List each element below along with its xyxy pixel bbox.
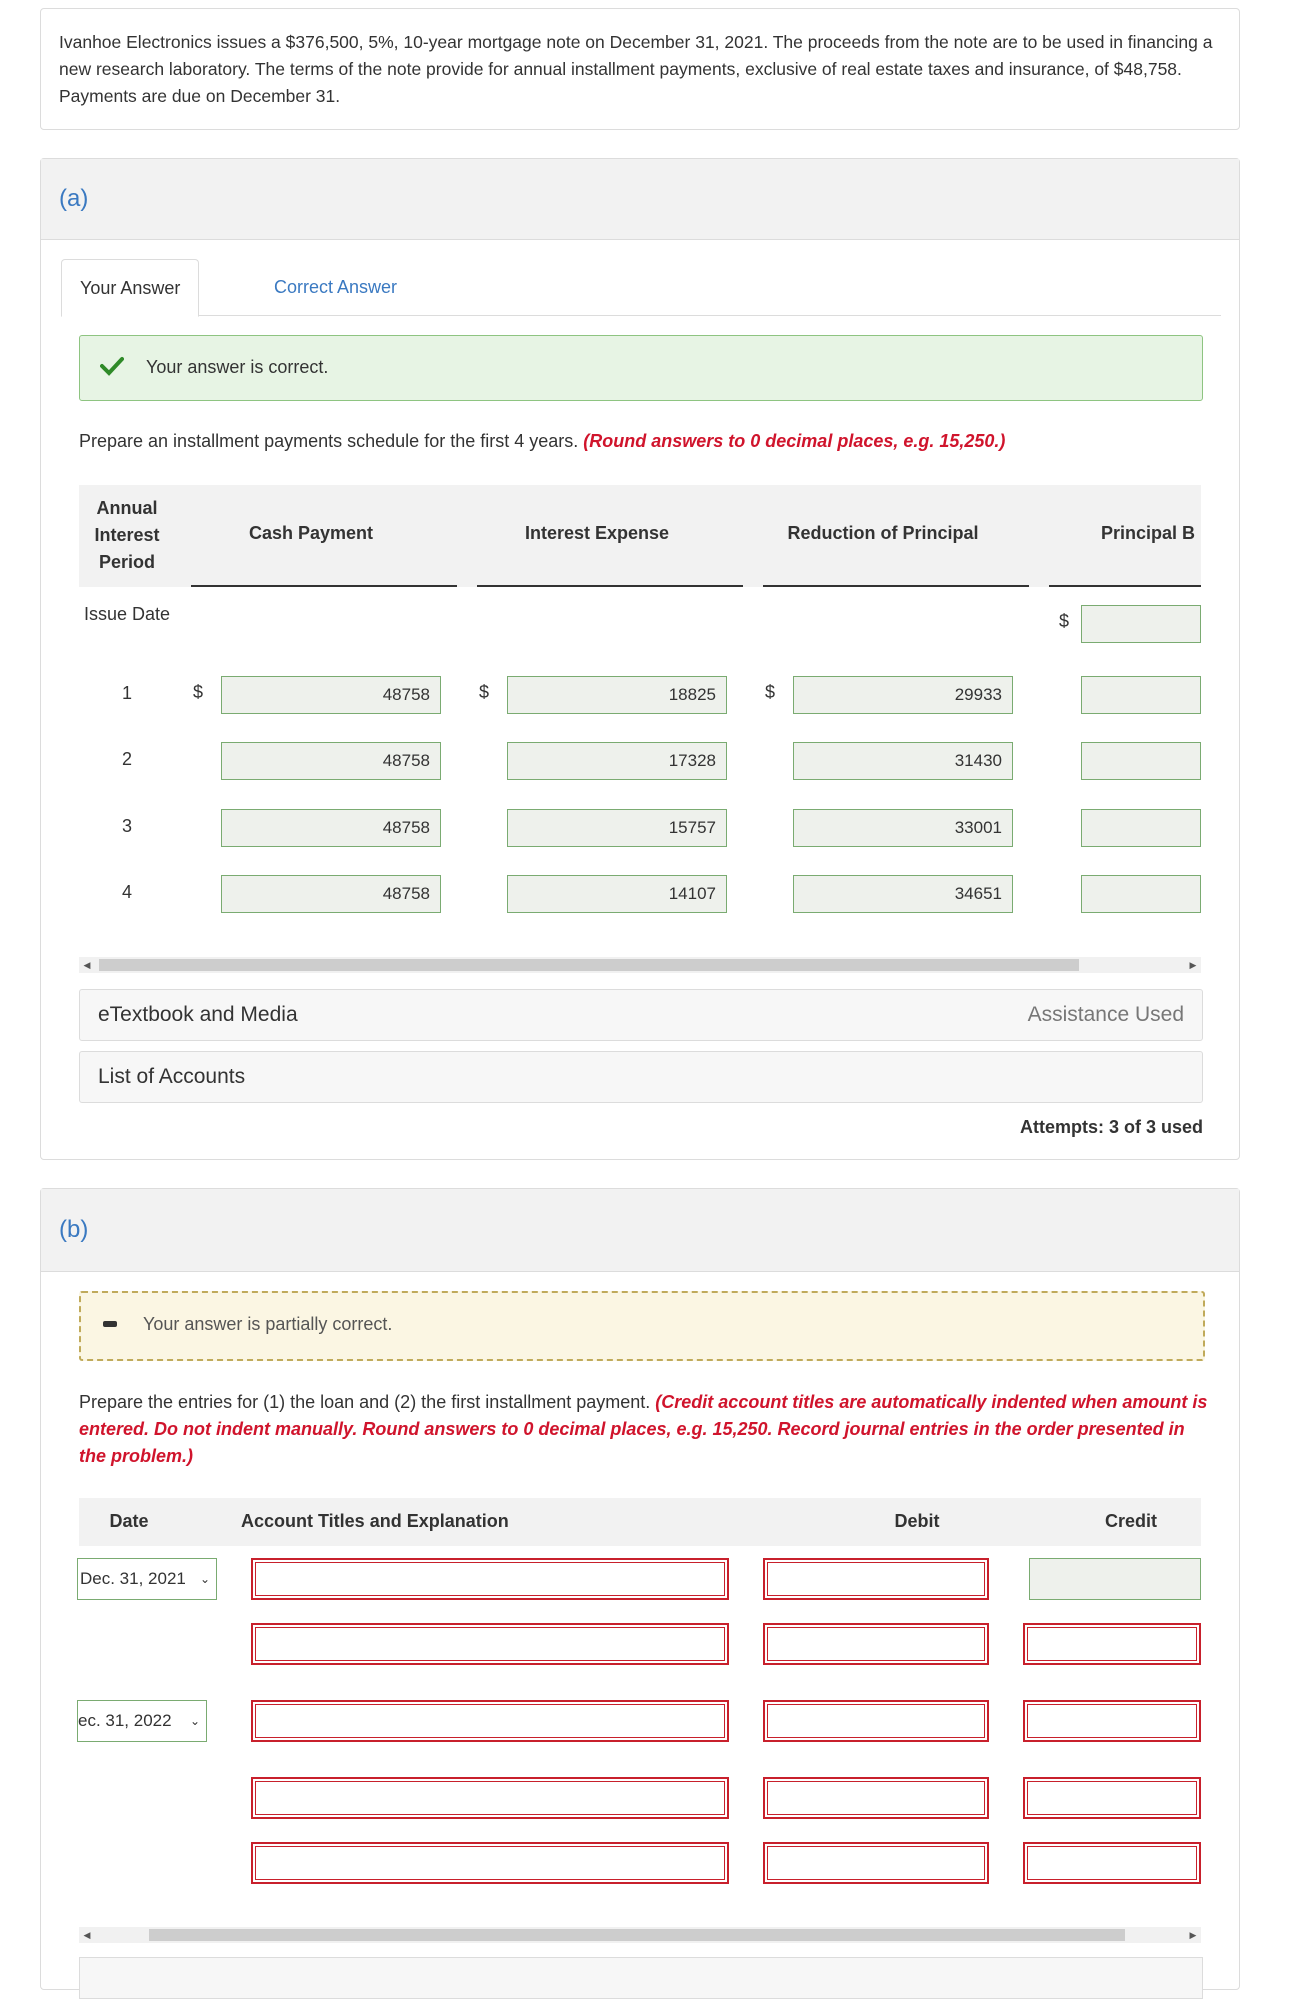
underline xyxy=(1049,585,1201,587)
underline xyxy=(477,585,743,587)
principal-balance-input[interactable] xyxy=(1081,809,1201,847)
account-title-input[interactable] xyxy=(251,1558,729,1600)
journal-scrollbar[interactable] xyxy=(79,1927,1201,1943)
instruction-note: (Round answers to 0 decimal places, e.g. 15,250.) xyxy=(583,431,1006,451)
dollar-sign: $ xyxy=(193,682,204,702)
principal-balance-input[interactable] xyxy=(1081,742,1201,780)
tab-your-answer[interactable]: Your Answer xyxy=(61,259,199,317)
date-select[interactable] xyxy=(77,1700,207,1742)
col-reduction-principal: Reduction of Principal xyxy=(787,523,979,543)
chevron-down-icon: ⌄ xyxy=(199,1572,210,1586)
schedule-scrollbar[interactable] xyxy=(79,957,1201,973)
check-icon xyxy=(100,356,124,376)
underline xyxy=(763,585,1029,587)
date-select-value: ec. 31, 2022 xyxy=(78,1711,172,1730)
part-b-header xyxy=(41,1189,1239,1272)
col-account-titles: Account Titles and Explanation xyxy=(241,1511,509,1531)
col-interest-expense: Interest Expense xyxy=(524,523,670,543)
scroll-right-icon[interactable]: ▶ xyxy=(1189,1930,1197,1940)
underline xyxy=(191,585,457,587)
principal-balance-input[interactable] xyxy=(1081,875,1201,913)
part-b-label: (b) xyxy=(59,1216,89,1243)
answer-tabs xyxy=(61,259,1221,316)
part-a-header xyxy=(41,159,1239,240)
credit-input[interactable] xyxy=(1023,1623,1201,1665)
col-period: Annual Interest Period xyxy=(94,498,160,572)
instruction-text: Prepare the entries for (1) the loan and (2) the first installment payment. xyxy=(79,1392,651,1412)
partial-status-text: Your answer is partially correct. xyxy=(143,1314,393,1334)
cash-payment-input[interactable]: 48758 xyxy=(221,809,441,847)
instruction-text: Prepare an installment payments schedule for the first 4 years. xyxy=(79,431,579,451)
etextbook-bar[interactable] xyxy=(79,989,1203,1041)
row-label-period: 3 xyxy=(121,816,132,836)
etextbook-label[interactable]: eTextbook and Media xyxy=(98,1003,298,1026)
scroll-left-icon[interactable]: ◀ xyxy=(83,1930,91,1940)
list-of-accounts-label[interactable]: List of Accounts xyxy=(98,1065,246,1088)
credit-input[interactable] xyxy=(1023,1700,1201,1742)
interest-expense-input[interactable]: 15757 xyxy=(507,809,727,847)
credit-input[interactable] xyxy=(1023,1777,1201,1819)
col-principal-balance: Principal B xyxy=(1101,523,1196,543)
cash-payment-input[interactable]: 48758 xyxy=(221,875,441,913)
debit-input[interactable] xyxy=(763,1558,989,1600)
date-select-value: Dec. 31, 2021 xyxy=(80,1569,186,1588)
part-a-card xyxy=(40,158,1240,1160)
part-b-card xyxy=(40,1188,1240,1990)
part-a-label: (a) xyxy=(59,185,89,212)
account-title-input[interactable] xyxy=(251,1700,729,1742)
journal-footer-bar xyxy=(79,1957,1203,1999)
cash-payment-input[interactable]: 48758 xyxy=(221,676,441,714)
row-label-period: 4 xyxy=(121,882,132,902)
tab-correct-answer[interactable]: Correct Answer xyxy=(274,277,398,297)
col-credit: Credit xyxy=(1104,1511,1157,1531)
reduction-principal-input[interactable]: 34651 xyxy=(793,875,1013,913)
partial-icon xyxy=(103,1321,117,1327)
col-cash-payment: Cash Payment xyxy=(248,523,374,543)
reduction-principal-input[interactable]: 29933 xyxy=(793,676,1013,714)
credit-input[interactable] xyxy=(1029,1558,1201,1600)
debit-input[interactable] xyxy=(763,1842,989,1884)
row-label-period: 2 xyxy=(121,749,132,769)
dollar-sign: $ xyxy=(1059,611,1070,631)
list-of-accounts-bar[interactable] xyxy=(79,1051,1203,1103)
account-title-input[interactable] xyxy=(251,1842,729,1884)
row-label-issue: Issue Date xyxy=(83,604,171,624)
reduction-principal-input[interactable]: 31430 xyxy=(793,742,1013,780)
cash-payment-input[interactable]: 48758 xyxy=(221,742,441,780)
col-date: Date xyxy=(109,1511,149,1531)
col-debit: Debit xyxy=(894,1511,940,1531)
problem-text: Ivanhoe Electronics issues a $376,500, 5%, 10-year mortgage note on December 31, 2021. The proceeds from the note are to be used in financing a new research laboratory. The terms of the note provide for annual installment payments, exclusive of real estate taxes and insurance, of $48,758. Payments are due on December 31. xyxy=(59,32,1213,106)
instruction-note: (Credit account titles are automatically indented when amount is entered. Do not indent manually. Round answers to 0 decimal places, e.g. 15,250. Record journal entries in the order presented in the problem.) xyxy=(79,1392,1208,1466)
debit-input[interactable] xyxy=(763,1700,989,1742)
scroll-thumb[interactable] xyxy=(99,959,1079,971)
reduction-principal-input[interactable]: 33001 xyxy=(793,809,1013,847)
dollar-sign: $ xyxy=(479,682,490,702)
correct-status-box xyxy=(79,335,1203,401)
partial-status-box xyxy=(79,1291,1205,1361)
part-b-instruction xyxy=(79,1389,1209,1470)
credit-input[interactable] xyxy=(1023,1842,1201,1884)
scroll-right-icon[interactable]: ▶ xyxy=(1189,960,1197,970)
row-label-period: 1 xyxy=(121,683,132,703)
scroll-left-icon[interactable]: ◀ xyxy=(83,960,91,970)
interest-expense-input[interactable]: 17328 xyxy=(507,742,727,780)
problem-card xyxy=(40,8,1240,130)
interest-expense-input[interactable]: 14107 xyxy=(507,875,727,913)
attempts-text: Attempts: 3 of 3 used xyxy=(1019,1117,1203,1137)
interest-expense-input[interactable]: 18825 xyxy=(507,676,727,714)
date-select[interactable] xyxy=(77,1558,217,1600)
part-a-instruction xyxy=(79,431,1219,452)
correct-status-text: Your answer is correct. xyxy=(146,357,329,377)
chevron-down-icon: ⌄ xyxy=(189,1714,200,1728)
account-title-input[interactable] xyxy=(251,1623,729,1665)
scroll-thumb[interactable] xyxy=(149,1929,1125,1941)
principal-balance-input[interactable] xyxy=(1081,676,1201,714)
assistance-used-label: Assistance Used xyxy=(1027,1003,1184,1026)
debit-input[interactable] xyxy=(763,1623,989,1665)
dollar-sign: $ xyxy=(765,682,776,702)
account-title-input[interactable] xyxy=(251,1777,729,1819)
debit-input[interactable] xyxy=(763,1777,989,1819)
principal-balance-input[interactable] xyxy=(1081,605,1201,643)
